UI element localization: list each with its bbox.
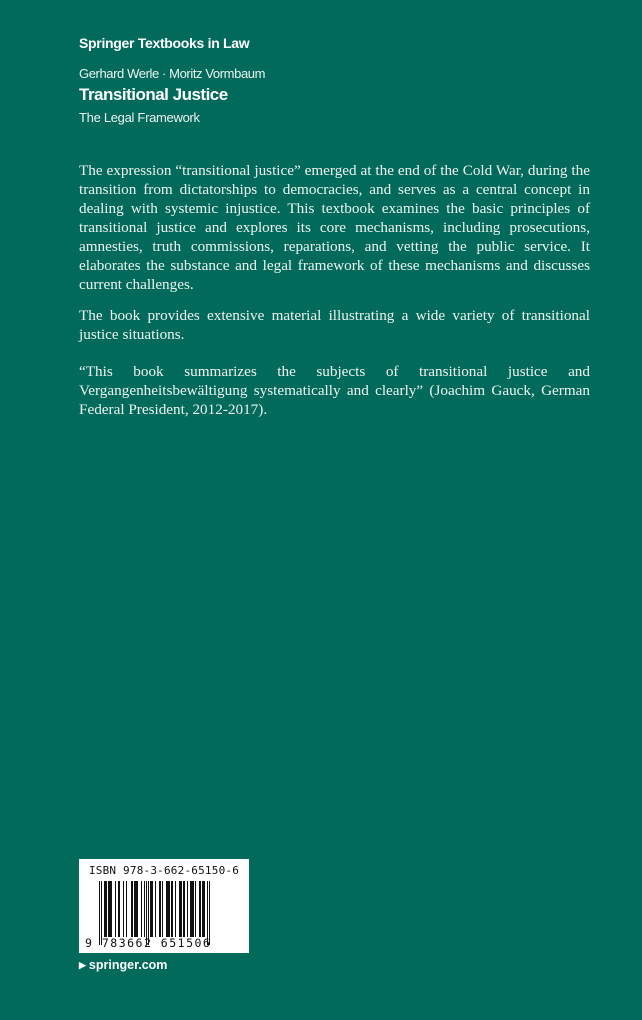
book-subtitle: The Legal Framework <box>79 110 200 125</box>
springer-link-text: springer.com <box>88 958 168 972</box>
springer-link[interactable] <box>79 958 167 972</box>
blurb-paragraph-material: The book provides extensive material illustrating a wide variety of transitional justice situations. <box>79 307 590 343</box>
blurb-quote: “This book summarizes the subjects of transitional justice and Vergangenheitsbewältigung systematically and clearly” (Joachim Gauck, German Federal President, 2012-2017). <box>79 363 590 418</box>
blurb <box>79 161 590 431</box>
book-title: Transitional Justice <box>79 85 228 104</box>
series-name: Springer Textbooks in Law <box>79 35 250 51</box>
isbn-label: ISBN 978-3-662-65150-6 <box>88 864 240 877</box>
barcode-digits: 9 783662 651506 <box>85 936 212 950</box>
authors: Gerhard Werle · Moritz Vormbaum <box>79 66 266 81</box>
barcode-bars <box>99 881 241 937</box>
blurb-paragraph-description: The expression “transitional justice” emerged at the end of the Cold War, during the transition from dictatorships to democracies, and serves as a central concept in dealing with systemic injustice. This textbook examines the basic principles of transitional justice and explores its core mechanisms, including prosecutions, amnesties, truth commissions, reparations, and vetting the public service. It elaborates the substance and legal framework of these mechanisms and discusses current challenges. <box>79 162 590 293</box>
triangle-right-icon: ▶ <box>79 960 86 970</box>
isbn-barcode <box>79 859 249 953</box>
